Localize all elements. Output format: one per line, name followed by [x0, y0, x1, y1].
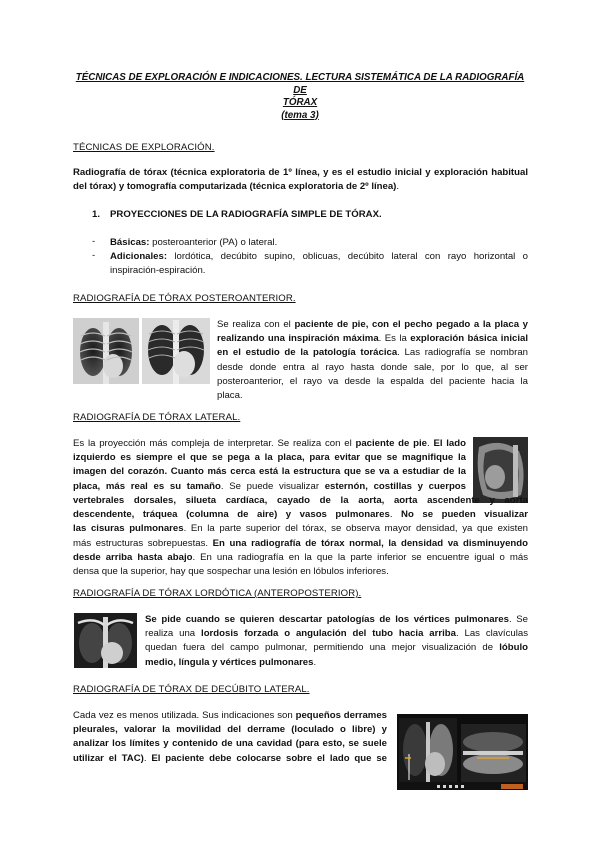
paragraph-lateral-top: Es la proyección más compleja de interpretar. Se realiza con el paciente de pie. El lado izquierdo es siempre el que se pega a la placa, para evitar que se magnifique la imagen del corazón. Cuanto más cerca está la estructura que se va a estudiar de la placa, más real es su tamaño. Se puede visualizar esternón, costillas y cuerpos — [73, 438, 466, 492]
list-item-adicionales: Adicionales: lordótica, decúbito supino, oblicuas, decúbito lateral con rayo horizontal o inspiración-espiración. — [110, 251, 528, 277]
xray-pa-image-2 — [142, 318, 210, 384]
bullet-dash: - — [92, 250, 96, 261]
list-item-basicas: Básicas: posteroanterior (PA) o lateral. — [110, 237, 278, 248]
document-title: TÉCNICAS DE EXPLORACIÓN E INDICACIONES. LECTURA SISTEMÁTICA DE LA RADIOGRAFÍA DE TÓRAX (tema 3) — [75, 72, 525, 121]
paragraph-tecnicas: Radiografía de tórax (técnica exploratoria de 1º línea, y es el estudio inicial y exploración habitual del tórax) y tomografía computarizada (técnica exploratoria de 2º línea). — [73, 167, 528, 193]
bullet-dash: - — [92, 236, 96, 247]
section-heading-lateral: RADIOGRAFÍA DE TÓRAX LATERAL. — [73, 412, 241, 423]
xray-lordotica-image — [74, 613, 137, 668]
xray-pa-image-1 — [73, 318, 139, 384]
paragraph-decubito: Cada vez es menos utilizada. Sus indicaciones son pequeños derrames pleurales, valorar la movilidad del derrame (loculado o libre) y analizar los límites y contenido de una cavidad (para esto, se suele utilizar el TAC). El paciente debe colocarse sobre el lado que se — [73, 710, 387, 764]
xray-decubito-image — [397, 714, 528, 790]
section-heading-pa: RADIOGRAFÍA DE TÓRAX POSTEROANTERIOR. — [73, 293, 296, 304]
section-heading-tecnicas: TÉCNICAS DE EXPLORACIÓN. — [73, 142, 215, 153]
section-heading-decubito: RADIOGRAFÍA DE TÓRAX DE DECÚBITO LATERAL. — [73, 684, 310, 695]
list-number: 1. — [92, 209, 101, 220]
list-heading-proyecciones: PROYECCIONES DE LA RADIOGRAFÍA SIMPLE DE TÓRAX. — [110, 209, 382, 220]
section-heading-lordotica: RADIOGRAFÍA DE TÓRAX LORDÓTICA (ANTEROPOSTERIOR). — [73, 588, 362, 599]
paragraph-lordotica: Se pide cuando se quieren descartar patologías de los vértices pulmonares. Se realiza una lordosis forzada o angulación del tubo hacia arriba. Las clavículas quedan fuera del campo pulmonar, permitiendo una mejor visualización de lóbulo medio, língula y vértices pulmonares. — [145, 614, 528, 668]
paragraph-pa: Se realiza con el paciente de pie, con el pecho pegado a la placa y realizando una inspiración máxima. Es la exploración básica inicial en el estudio de la patología torácica. Las radiografía se nombran desde donde entra al rayo hasta donde sale, por lo que, al ser posteroanterior, el rayo va desde la espalda del paciente hacia la placa. — [217, 319, 528, 402]
paragraph-lateral-bottom: vertebrales dorsales, silueta cardíaca, cayado de la aorta, aorta ascendente y aorta descendente, tráquea (columna de aire) y vasos pulmonares. No se pueden visualizar las cisuras pulmonares. En la parte superior del tórax, se observa mayor densidad, ya que existen más estructuras sobrepuestas. En una radiografía de tórax normal, la densidad va disminuyendo desde arriba hasta abajo. En una radiografía en la que la parte inferior se encuentre igual o más densa que la superior, hay que sospechar una lesión en lóbulos inferiores. — [73, 495, 528, 578]
